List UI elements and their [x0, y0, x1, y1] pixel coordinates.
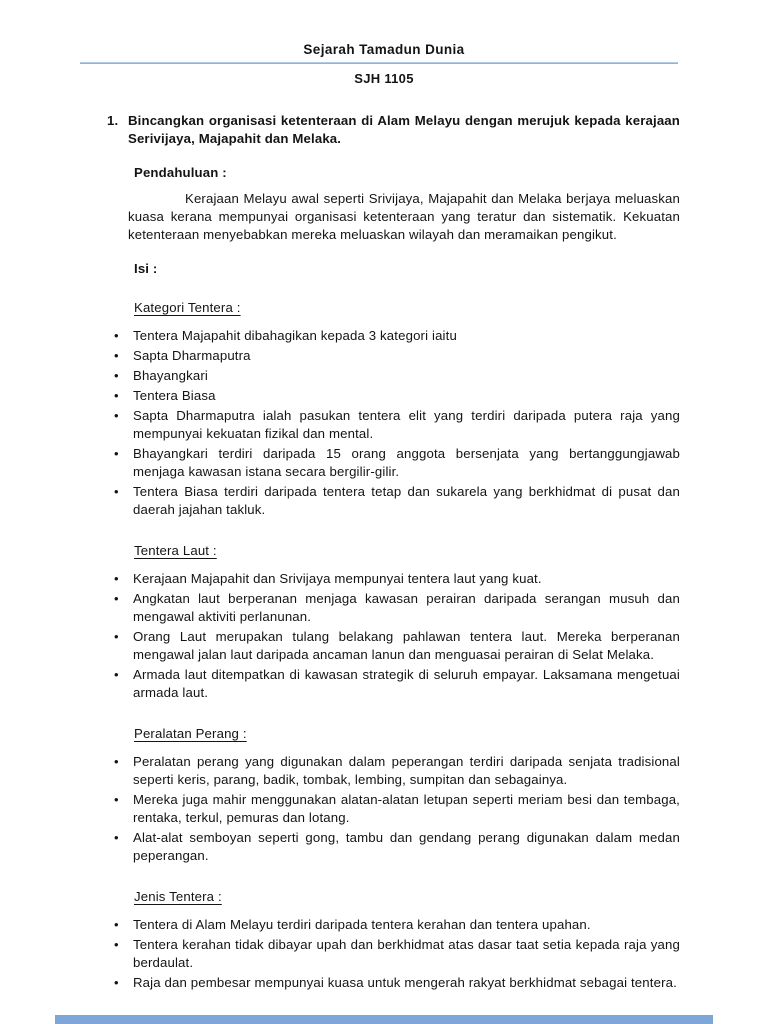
bullet-item: • Peralatan perang yang digunakan dalam peperangan terdiri daripada senjata tradisional seperti keris, parang, badik, tombak, lembing, sumpitan dan sebagainya. — [133, 753, 680, 789]
bullet-item: • Sapta Dharmaputra ialah pasukan tentera elit yang terdiri daripada putera raja yang mempunyai kekuatan fizikal dan mental. — [133, 407, 680, 443]
bullet-item: • Sapta Dharmaputra — [133, 347, 680, 365]
bullet-item: • Tentera Biasa terdiri daripada tentera tetap dan sukarela yang berkhidmat di pusat dan daerah jajahan takluk. — [133, 483, 680, 519]
bullet-item: • Tentera Biasa — [133, 387, 680, 405]
body-label: Isi : — [134, 261, 158, 276]
page-header — [0, 0, 768, 86]
bullet-item: • Tentera kerahan tidak dibayar upah dan berkhidmat atas dasar taat setia kepada raja yang berdaulat. — [133, 936, 680, 972]
course-code: SJH 1105 — [354, 71, 414, 86]
question-text: Bincangkan organisasi ketenteraan di Alam Melayu dengan merujuk kepada kerajaan Serivijaya, Majapahit dan Melaka. — [128, 113, 680, 146]
bullet-list-kategori-tentera — [0, 327, 768, 519]
bullet-item: • Orang Laut merupakan tulang belakang pahlawan tentera laut. Mereka berperanan mengawal jalan laut daripada ancaman lanun dan menguasai perairan di Selat Melaka. — [133, 628, 680, 664]
section-peralatan-perang — [0, 726, 768, 865]
bullet-list-jenis-tentera — [0, 916, 768, 992]
section-heading-kategori-tentera: Kategori Tentera : — [134, 300, 241, 315]
section-heading-peralatan-perang: Peralatan Perang : — [134, 726, 247, 741]
bullet-item: • Tentera Majapahit dibahagikan kepada 3 kategori iaitu — [133, 327, 680, 345]
bullet-item: • Angkatan laut berperanan menjaga kawasan perairan daripada serangan musuh dan mengawal aktiviti perlanunan. — [133, 590, 680, 626]
section-kategori-tentera — [0, 300, 768, 519]
section-jenis-tentera — [0, 889, 768, 992]
next-page-edge-bar — [55, 1015, 713, 1024]
bullet-list-tentera-laut — [0, 570, 768, 702]
bullet-item: • Alat-alat semboyan seperti gong, tambu dan gendang perang digunakan dalam medan peperangan. — [133, 829, 680, 865]
page-title: Sejarah Tamadun Dunia — [303, 42, 465, 57]
question-item — [107, 112, 680, 148]
bullet-item: • Kerajaan Majapahit dan Srivijaya mempunyai tentera laut yang kuat. — [133, 570, 680, 588]
section-heading-jenis-tentera: Jenis Tentera : — [134, 889, 222, 904]
bullet-item: • Mereka juga mahir menggunakan alatan-alatan letupan seperti meriam besi dan tembaga, rentaka, terkul, pemuras dan lotang. — [133, 791, 680, 827]
section-tentera-laut — [0, 543, 768, 702]
bullet-item: • Bhayangkari terdiri daripada 15 orang anggota bersenjata yang bertanggungjawab menjaga kawasan istana secara bergilir-gilir. — [133, 445, 680, 481]
bullet-item: • Tentera di Alam Melayu terdiri daripada tentera kerahan dan tentera upahan. — [133, 916, 680, 934]
bullet-item: • Raja dan pembesar mempunyai kuasa untuk mengerah rakyat berkhidmat sebagai tentera. — [133, 974, 680, 992]
bullet-list-peralatan-perang — [0, 753, 768, 865]
header-divider-line — [80, 62, 678, 64]
intro-label: Pendahuluan : — [134, 165, 227, 180]
section-heading-tentera-laut: Tentera Laut : — [134, 543, 217, 558]
bullet-item: • Bhayangkari — [133, 367, 680, 385]
bullet-item: • Armada laut ditempatkan di kawasan strategik di seluruh empayar. Laksamana mengetuai armada laut. — [133, 666, 680, 702]
question-number: 1. — [107, 113, 119, 128]
intro-paragraph: Kerajaan Melayu awal seperti Srivijaya, Majapahit dan Melaka berjaya meluaskan kuasa kerana mempunyai organisasi ketenteraan yang teratur dan sistematik. Kekuatan ketenteraan menyebabkan mereka meluaskan wilayah dan meramaikan pengikut. — [128, 191, 680, 242]
